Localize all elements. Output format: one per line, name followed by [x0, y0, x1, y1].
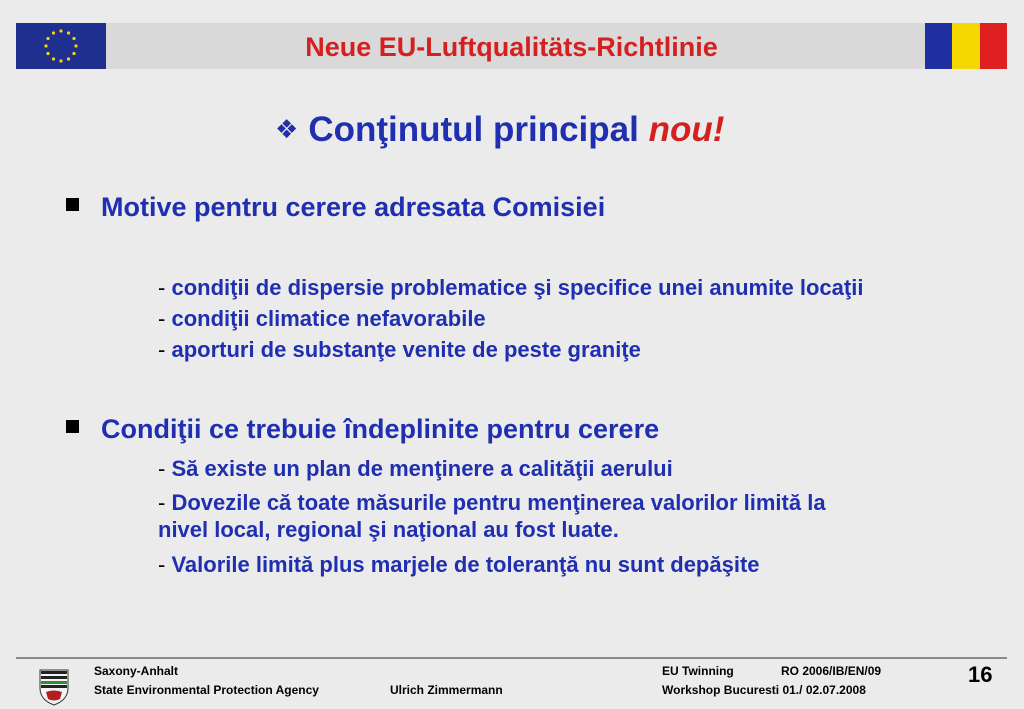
footer-divider	[16, 657, 1007, 659]
footer-org-line2: State Environmental Protection Agency	[94, 683, 319, 697]
square-bullet-icon	[66, 198, 79, 211]
list-item: - Să existe un plan de menţinere a calităţii aerului	[158, 456, 673, 481]
main-heading	[275, 110, 724, 150]
footer-author: Ulrich Zimmermann	[390, 683, 503, 697]
heading-text: Conţinutul principal	[308, 110, 639, 149]
saxony-anhalt-crest-icon	[38, 668, 70, 706]
footer-program: EU Twinning	[662, 664, 734, 678]
romania-flag-icon	[925, 23, 1007, 69]
list-item: - Dovezile că toate măsurile pentru menţinerea valorilor limită la	[158, 490, 826, 515]
page-number: 16	[968, 662, 993, 687]
section-1-title: Motive pentru cerere adresata Comisiei	[66, 192, 605, 223]
footer-org-line1: Saxony-Anhalt	[94, 664, 179, 678]
diamond-bullet-icon: ❖	[275, 114, 299, 144]
square-bullet-icon	[66, 420, 79, 433]
footer-workshop: Workshop Bucuresti 01./ 02.07.2008	[662, 683, 866, 697]
heading-accent: nou!	[648, 110, 725, 149]
romania-flag-red-stripe	[980, 23, 1007, 69]
list-item-continuation: nivel local, regional şi naţional au fost luate.	[158, 517, 619, 542]
list-item: - aporturi de substanţe venite de peste graniţe	[158, 337, 641, 362]
header-bar	[16, 23, 1007, 69]
section-2-title: Condiţii ce trebuie îndeplinite pentru cerere	[66, 414, 659, 445]
list-item: - Valorile limită plus marjele de toleranţă nu sunt depăşite	[158, 552, 760, 577]
list-item: - condiţii de dispersie problematice şi specifice unei anumite locaţii	[158, 275, 864, 300]
slide-title: Neue EU-Luftqualitäts-Richtlinie	[305, 32, 718, 62]
romania-flag-yellow-stripe	[952, 23, 979, 69]
romania-flag-blue-stripe	[925, 23, 952, 69]
list-item: - condiţii climatice nefavorabile	[158, 306, 486, 331]
footer-project-code: RO 2006/IB/EN/09	[781, 664, 882, 678]
